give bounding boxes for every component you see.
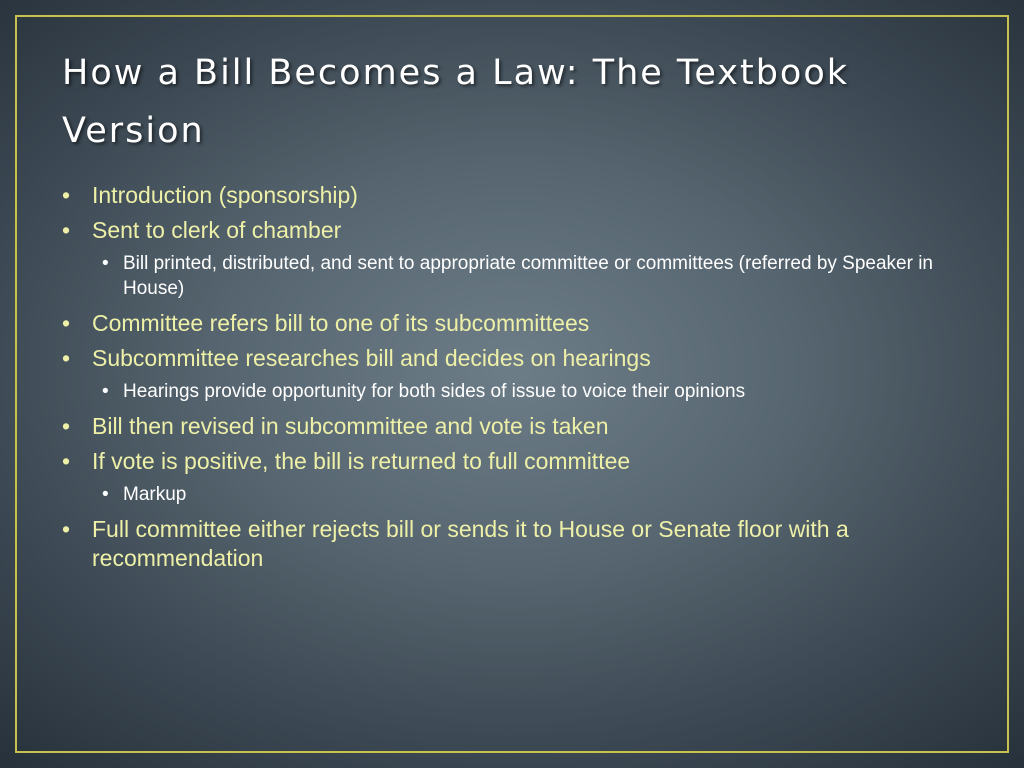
bullet-text: Introduction (sponsorship) [92, 182, 358, 208]
bullet-text: Bill then revised in subcommittee and vote is taken [92, 413, 609, 439]
sub-bullet-item [102, 482, 962, 507]
bullet-item [62, 216, 962, 245]
sub-bullet-text: Markup [123, 484, 187, 505]
bullet-text: Subcommittee researches bill and decides on hearings [92, 345, 651, 371]
bullet-item [62, 344, 962, 373]
bullet-item [62, 412, 962, 441]
bullet-marker: • [62, 217, 71, 243]
sub-bullet-text: Bill printed, distributed, and sent to appropriate committee or committees (referred by Speaker in House) [123, 253, 933, 299]
bullet-text: Committee refers bill to one of its subcommittees [92, 310, 590, 336]
bullet-marker: • [62, 448, 71, 474]
sub-bullet-text: Hearings provide opportunity for both sides of issue to voice their opinions [123, 381, 746, 402]
bullet-marker: • [62, 516, 71, 542]
bullet-marker: • [62, 310, 71, 336]
bullet-item [62, 447, 962, 476]
sub-bullet-item [102, 251, 962, 301]
bullet-list [62, 181, 962, 579]
bullet-item [62, 515, 962, 573]
sub-bullet-marker: • [102, 253, 109, 274]
sub-bullet-marker: • [102, 381, 109, 402]
slide-title: How a Bill Becomes a Law: The Textbook Version [62, 53, 850, 151]
bullet-marker: • [62, 413, 71, 439]
sub-bullet-item [102, 379, 962, 404]
bullet-marker: • [62, 182, 71, 208]
bullet-text: Sent to clerk of chamber [92, 217, 342, 243]
bullet-text: Full committee either rejects bill or sends it to House or Senate floor with a recommendation [92, 516, 849, 571]
bullet-text: If vote is positive, the bill is returned to full committee [92, 448, 631, 474]
bullet-item [62, 181, 962, 210]
sub-bullet-marker: • [102, 484, 109, 505]
bullet-marker: • [62, 345, 71, 371]
bullet-item [62, 309, 962, 338]
